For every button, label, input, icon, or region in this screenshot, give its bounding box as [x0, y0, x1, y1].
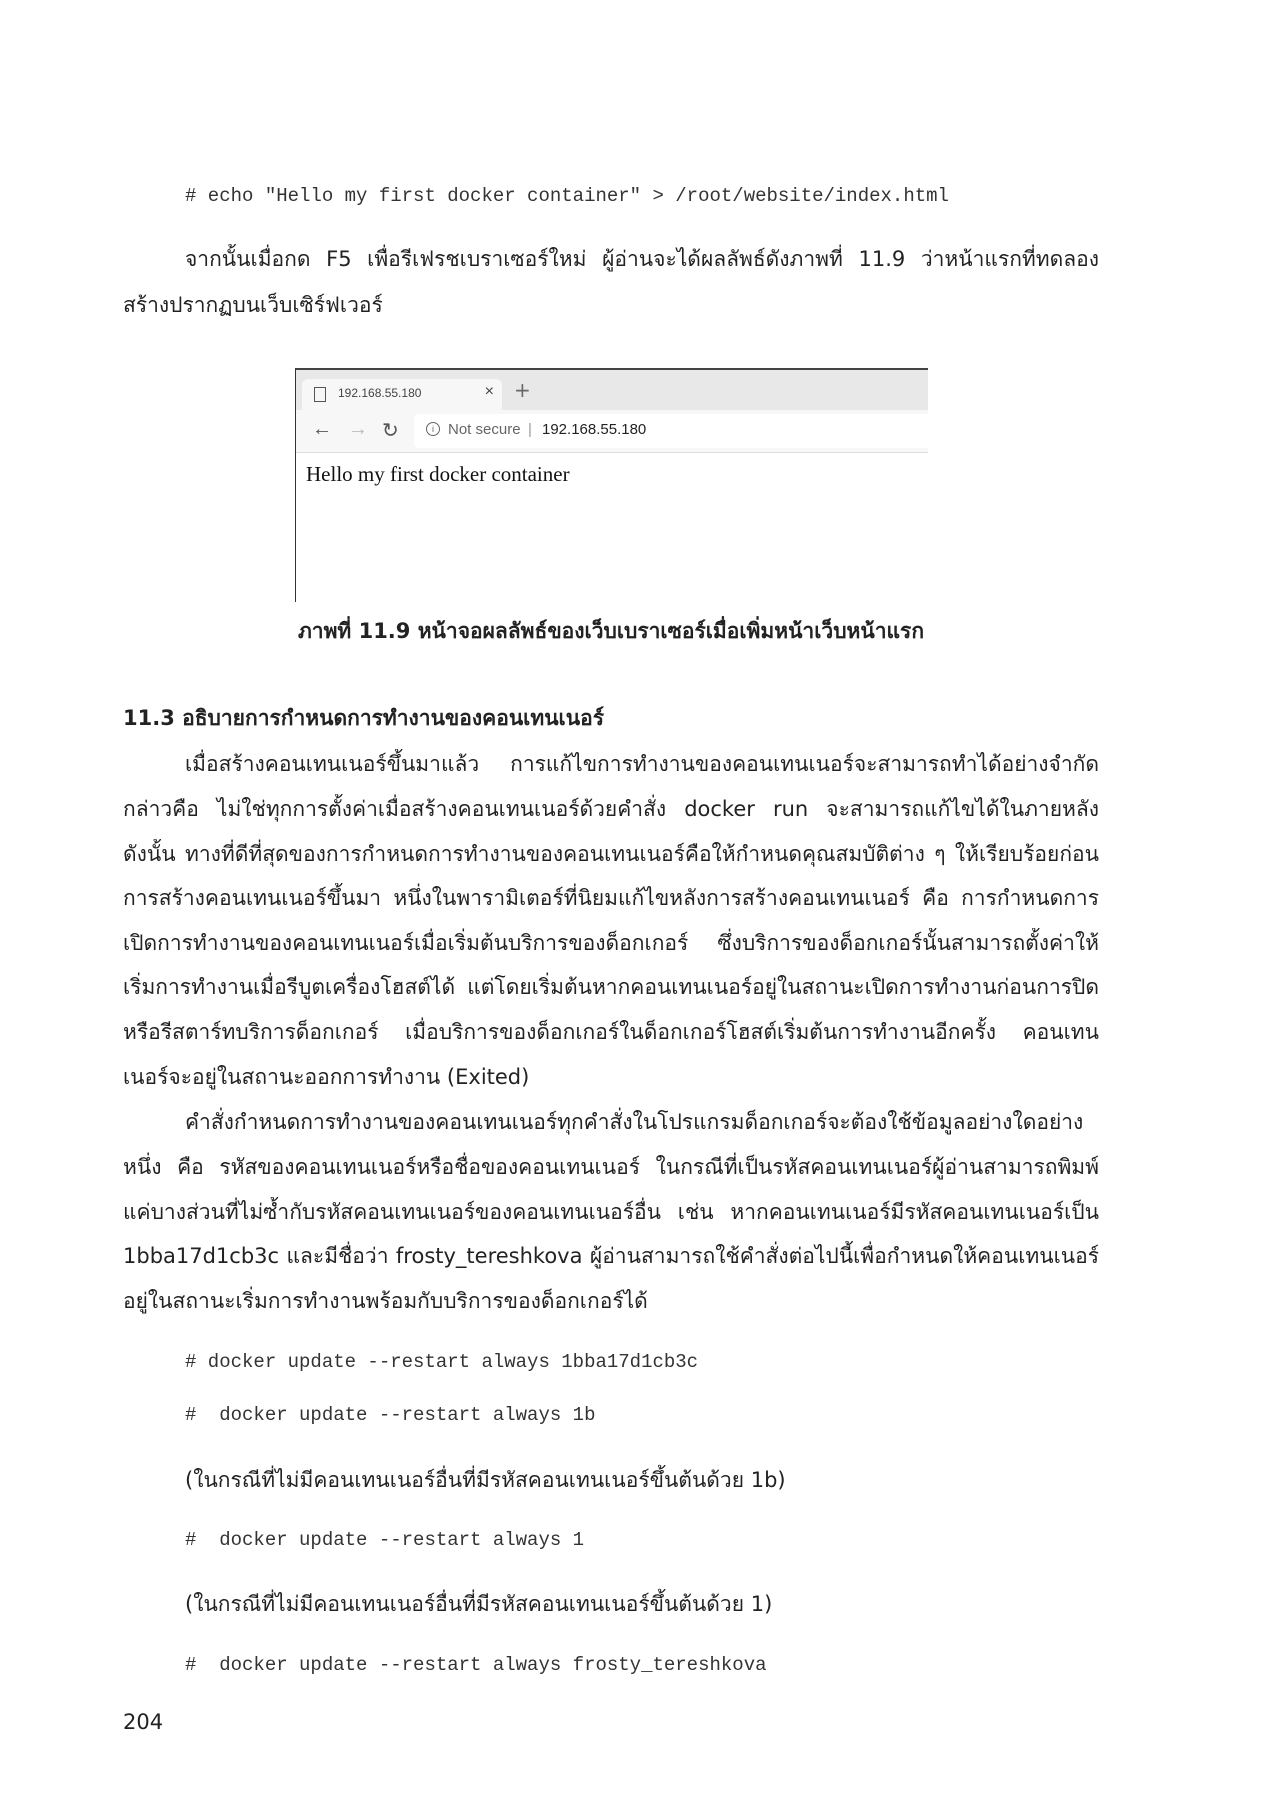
paragraph-line: จากนั้นเมื่อกด F5 เพื่อรีเฟรชเบราเซอร์ใหม่ ผู้อ่านจะได้ผลลัพธ์ดังภาพที่ 11.9 ว่าหน้าแรกที่ทดลอง — [185, 247, 1099, 271]
figure-caption: ภาพที่ 11.9 หน้าจอผลลัพธ์ของเว็บเบราเซอร์เมื่อเพิ่มหน้าเว็บหน้าแรก — [297, 619, 925, 643]
code-line: # docker update --restart always frosty_tereshkova — [185, 1654, 767, 1676]
browser-screenshot — [295, 368, 928, 602]
paragraph-line: เมื่อสร้างคอนเทนเนอร์ขึ้นมาแล้ว การแก้ไขการทำงานของคอนเทนเนอร์จะสามารถทำได้อย่างจำกัด — [185, 752, 1099, 776]
browser-tab[interactable] — [302, 379, 502, 410]
paragraph-line: กล่าวคือ ไม่ใช่ทุกการตั้งค่าเมื่อสร้างคอนเทนเนอร์ด้วยคำสั่ง docker run จะสามารถแก้ไขได้ในภายหลัง — [123, 797, 1099, 821]
tab-title: 192.168.55.180 — [338, 386, 422, 400]
tab-bar — [296, 370, 928, 410]
reload-icon[interactable]: ↻ — [382, 420, 399, 442]
paragraph-line: เนอร์จะอยู่ในสถานะออกการทำงาน (Exited) — [123, 1065, 530, 1089]
code-line: # docker update --restart always 1 — [185, 1529, 585, 1551]
page-icon — [314, 387, 326, 402]
forward-icon[interactable]: → — [348, 418, 368, 440]
paragraph-line: 1bba17d1cb3c และมีชื่อว่า frosty_tereshkova ผู้อ่านสามารถใช้คำสั่งต่อไปนี้เพื่อกำหนดให้คอนเทนเนอร์ — [123, 1244, 1099, 1268]
new-tab-icon[interactable]: + — [514, 378, 531, 402]
paragraph-line: แค่บางส่วนที่ไม่ซ้ำกับรหัสคอนเทนเนอร์ของคอนเทนเนอร์อื่น เช่น หากคอนเทนเนอร์มีรหัสคอนเทนเนอร์เป็น — [123, 1200, 1099, 1224]
paragraph-line: เริ่มการทำงานเมื่อรีบูตเครื่องโฮสต์ได้ แต่โดยเริ่มต้นหากคอนเทนเนอร์อยู่ในสถานะเปิดการทำงานก่อนการปิด — [123, 975, 1099, 999]
back-icon[interactable]: ← — [312, 418, 332, 440]
code-line: # docker update --restart always 1bba17d1cb3c — [185, 1351, 699, 1373]
url-text[interactable]: 192.168.55.180 — [542, 421, 647, 438]
separator: | — [528, 421, 532, 438]
paragraph-line: ดังนั้น ทางที่ดีที่สุดของการกำหนดการทำงานของคอนเทนเนอร์คือให้กำหนดคุณสมบัติต่าง ๆ ให้เรียบร้อยก่อน — [123, 842, 1099, 866]
code-line: # docker update --restart always 1b — [185, 1404, 596, 1426]
page-content: Hello my first docker container — [306, 462, 570, 486]
paragraph-line: เปิดการทำงานของคอนเทนเนอร์เมื่อเริ่มต้นบริการของด็อกเกอร์ ซึ่งบริการของด็อกเกอร์นั้นสามารถตั้งค่าให้ — [123, 931, 1099, 955]
paragraph-line: อยู่ในสถานะเริ่มการทำงานพร้อมกับบริการของด็อกเกอร์ได้ — [123, 1289, 648, 1313]
info-icon[interactable]: i — [426, 422, 440, 436]
address-bar[interactable] — [414, 414, 928, 448]
navigation-bar — [296, 410, 928, 453]
paragraph-line: คำสั่งกำหนดการทำงานของคอนเทนเนอร์ทุกคำสั่งในโปรแกรมด็อกเกอร์จะต้องใช้ข้อมูลอย่างใดอย่าง — [185, 1110, 1084, 1134]
code-echo: # echo "Hello my first docker container" > /root/website/index.html — [185, 185, 949, 207]
note-line: (ในกรณีที่ไม่มีคอนเทนเนอร์อื่นที่มีรหัสคอนเทนเนอร์ขึ้นต้นด้วย 1b) — [185, 1468, 786, 1492]
paragraph-line: สร้างปรากฏบนเว็บเซิร์ฟเวอร์ — [123, 293, 383, 317]
not-secure-label: Not secure — [448, 421, 521, 438]
note-line: (ในกรณีที่ไม่มีคอนเทนเนอร์อื่นที่มีรหัสคอนเทนเนอร์ขึ้นต้นด้วย 1) — [185, 1592, 773, 1616]
close-tab-icon[interactable]: × — [484, 383, 494, 400]
paragraph-line: การสร้างคอนเทนเนอร์ขึ้นมา หนึ่งในพารามิเตอร์ที่นิยมแก้ไขหลังการสร้างคอนเทนเนอร์ คือ การกำหนดการ — [123, 886, 1099, 910]
paragraph-line: หนึ่ง คือ รหัสของคอนเทนเนอร์หรือชื่อของคอนเทนเนอร์ ในกรณีที่เป็นรหัสคอนเทนเนอร์ผู้อ่านสามารถพิมพ์ — [123, 1155, 1099, 1179]
section-heading: 11.3 อธิบายการกำหนดการทำงานของคอนเทนเนอร์ — [123, 706, 604, 730]
page-number: 204 — [123, 1710, 164, 1734]
paragraph-line: หรือรีสตาร์ทบริการด็อกเกอร์ เมื่อบริการของด็อกเกอร์ในด็อกเกอร์โฮสต์เริ่มต้นการทำงานอีกครั้ง คอนเทน — [123, 1020, 1099, 1044]
